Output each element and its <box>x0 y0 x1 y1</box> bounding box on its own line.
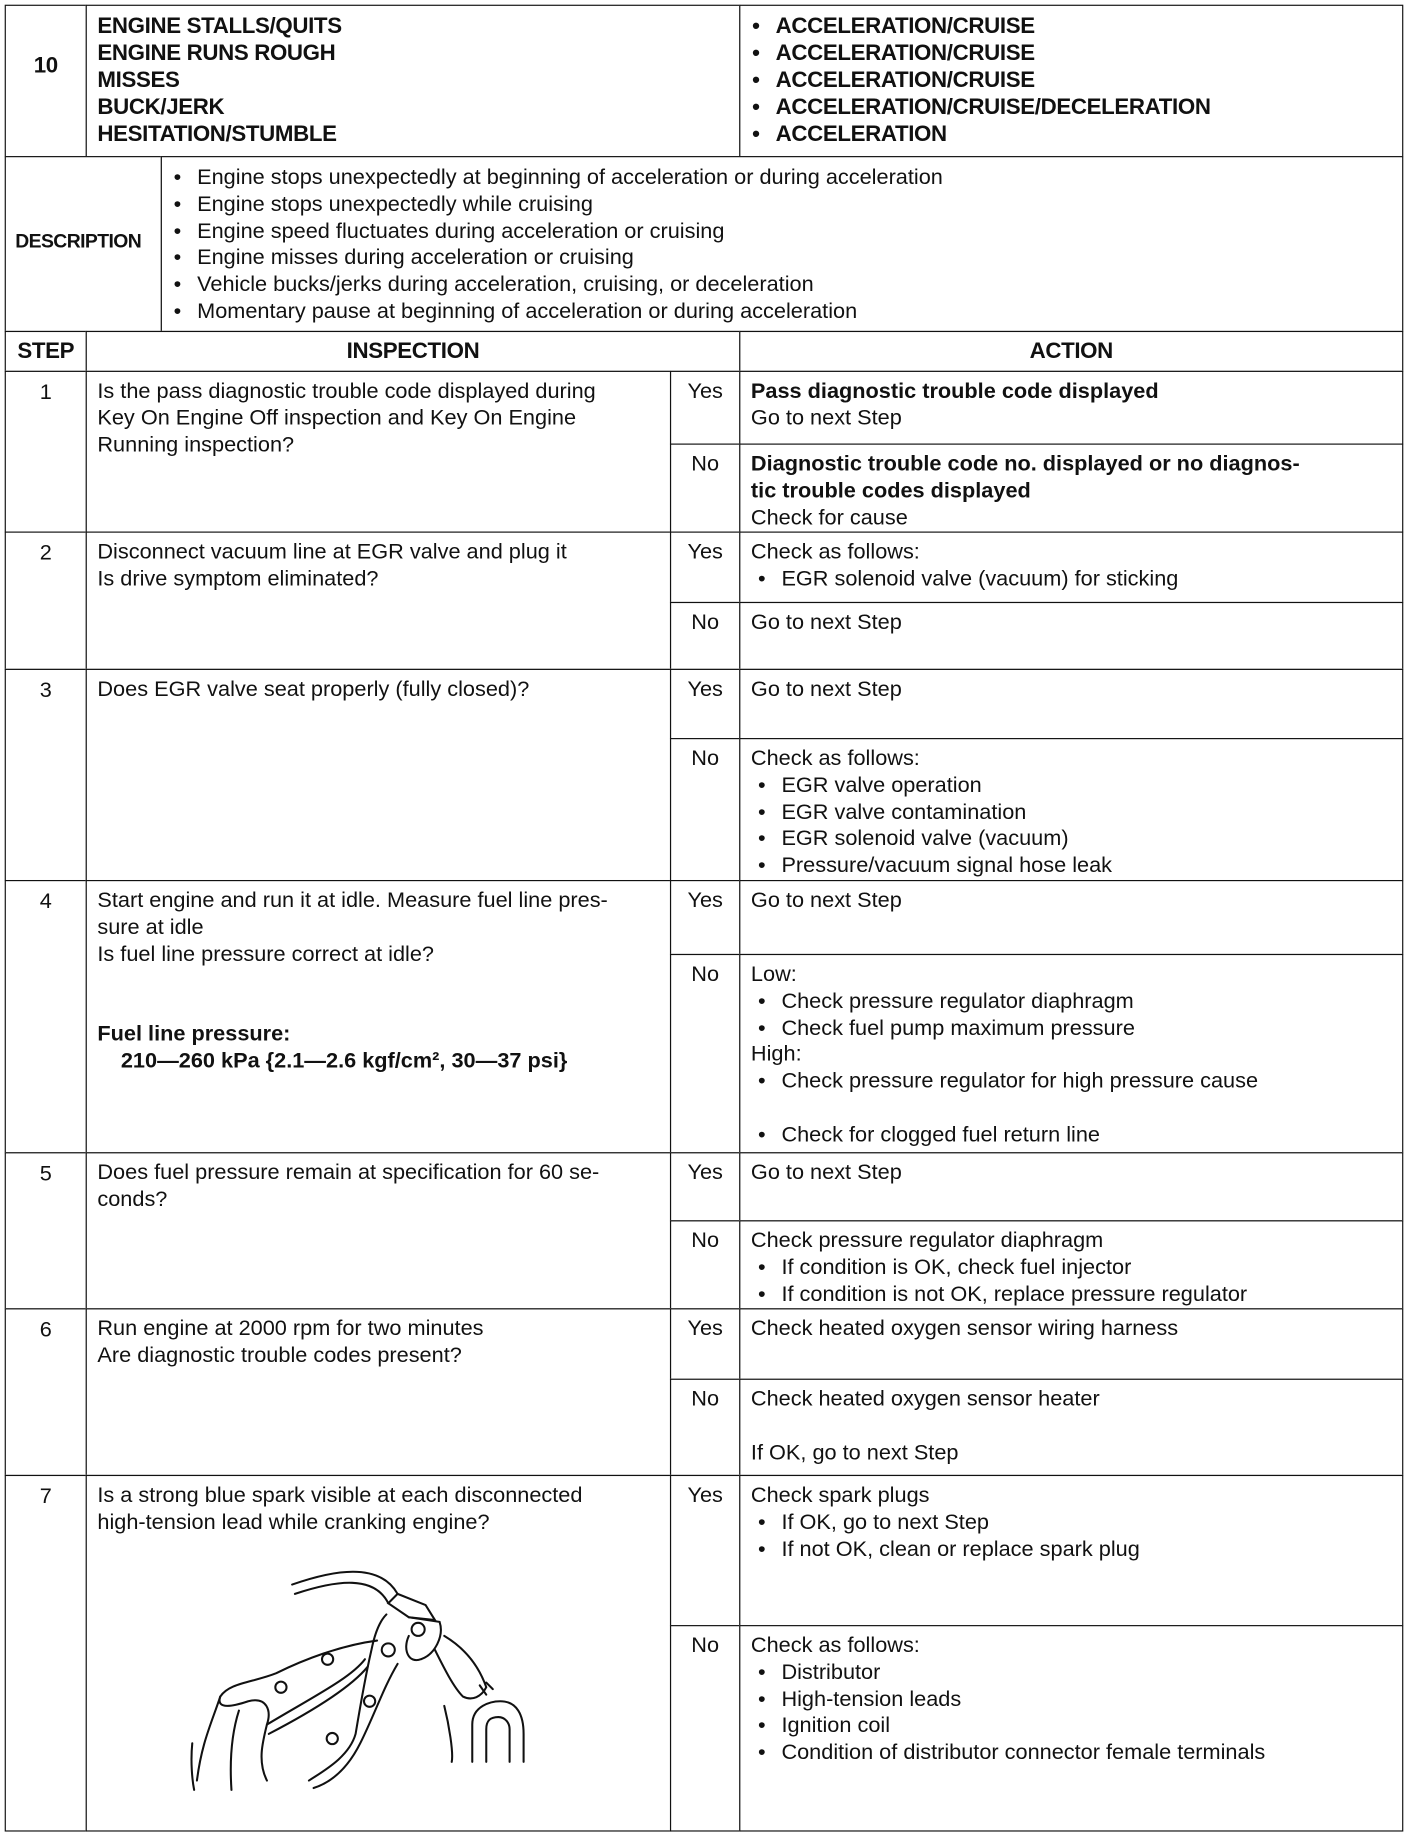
bullet-item: • Check for clogged fuel return line <box>751 1121 1402 1148</box>
yes-label-cell <box>670 1308 740 1380</box>
text-line: Check heated oxygen sensor wiring harness <box>750 1315 1179 1340</box>
text-line: Start engine and run it at idle. Measure fuel line pres- <box>97 887 608 912</box>
yes-label-cell <box>670 371 740 445</box>
inspection-cell <box>86 1308 671 1476</box>
step-number-cell <box>5 1308 87 1476</box>
step-number: 1 <box>39 378 52 404</box>
no-label: No <box>691 960 720 986</box>
description-item: • Engine stops unexpectedly while cruising <box>167 191 1403 218</box>
condition: • ACCELERATION/CRUISE <box>745 67 1402 94</box>
text-line: Does fuel pressure remain at specification for 60 se- <box>97 1159 600 1184</box>
text-line: Go to next Step <box>750 1159 902 1184</box>
step-number: 3 <box>39 677 52 702</box>
yes-label: Yes <box>687 1315 723 1340</box>
no-label-cell <box>670 602 740 670</box>
bullet-item: • EGR valve operation <box>751 772 1402 799</box>
bullet-item: • If condition is not OK, replace pressure regulator <box>751 1281 1402 1308</box>
description-item: • Momentary pause at beginning of acceleration or during acceleration <box>167 298 1403 325</box>
text-line: Is a strong blue spark visible at each disconnected <box>97 1481 583 1507</box>
text-line: Check heated oxygen sensor heater <box>750 1385 1100 1411</box>
no-label-cell <box>670 444 740 533</box>
text-line: Check pressure regulator diaphragm <box>750 1227 1104 1252</box>
text-line: Go to next Step <box>750 404 902 430</box>
bullet-item: • If condition is OK, check fuel injector <box>751 1254 1402 1281</box>
text-line: sure at idle <box>97 913 204 939</box>
bullet-item: • If OK, go to next Step <box>751 1509 1402 1536</box>
yes-label-cell <box>670 880 740 955</box>
condition: • ACCELERATION/CRUISE/DECELERATION <box>745 94 1402 121</box>
text-line: Go to next Step <box>750 887 902 912</box>
no-action-cell <box>739 954 1403 1153</box>
text-line: Check as follows: <box>750 745 920 770</box>
yes-label: Yes <box>687 887 723 912</box>
symptom: MISSES <box>97 68 180 93</box>
step-number-cell <box>5 532 87 670</box>
yes-action-cell <box>739 371 1403 445</box>
no-label-cell <box>670 1625 740 1832</box>
description-item: • Vehicle bucks/jerks during acceleration, cruising, or deceleration <box>167 271 1403 298</box>
text-line: Check as follows: <box>750 538 920 564</box>
description-item: • Engine misses during acceleration or cruising <box>167 245 1403 272</box>
text-line: Disconnect vacuum line at EGR valve and plug it <box>97 538 567 564</box>
text-line: Key On Engine Off inspection and Key On Engine <box>97 404 577 430</box>
step-number: 5 <box>39 1160 52 1186</box>
step-header-cell <box>5 331 87 372</box>
bullet-item: • Check pressure regulator for high pressure cause <box>751 1068 1402 1095</box>
text-line: conds? <box>97 1185 168 1211</box>
text-line: If OK, go to next Step <box>750 1439 959 1464</box>
bullet-item: • If not OK, clean or replace spark plug <box>751 1535 1402 1562</box>
bullet-item: • Ignition coil <box>751 1712 1402 1739</box>
step-number: 6 <box>39 1316 52 1342</box>
step-number-cell <box>5 880 87 1153</box>
bold-line: Pass diagnostic trouble code displayed <box>750 377 1159 403</box>
conditions-cell <box>739 5 1403 158</box>
text-line: High: <box>750 1041 802 1066</box>
yes-label-cell <box>670 1152 740 1221</box>
no-label-cell <box>670 1220 740 1309</box>
condition: • ACCELERATION <box>745 121 1402 148</box>
yes-label: Yes <box>687 1159 723 1184</box>
yes-action-cell <box>739 532 1403 604</box>
trouble-number-cell <box>5 5 87 158</box>
bullet-item: • EGR solenoid valve (vacuum) <box>751 825 1402 852</box>
yes-label-cell <box>670 1475 740 1626</box>
step-number-cell <box>5 1152 87 1309</box>
condition: • ACCELERATION/CRUISE <box>745 13 1402 40</box>
no-action-cell <box>739 444 1403 533</box>
bold-line: Diagnostic trouble code no. displayed or no diagnos- <box>750 450 1300 476</box>
description-label: DESCRIPTION <box>15 231 142 253</box>
yes-action-cell <box>739 1152 1403 1221</box>
yes-action-cell <box>739 1475 1403 1626</box>
text-line: Check as follows: <box>750 1632 920 1657</box>
bullet-item: • Condition of distributor connector female terminals <box>751 1739 1402 1766</box>
inspection-cell <box>86 1152 671 1309</box>
step-column-header: STEP <box>17 339 75 364</box>
bold-line: 210—260 kPa {2.1—2.6 kgf/cm², 30—37 psi} <box>120 1047 568 1073</box>
yes-action-cell <box>739 1308 1403 1380</box>
spacer <box>97 994 670 1021</box>
yes-label: Yes <box>687 675 723 701</box>
description-cell <box>161 156 1404 332</box>
yes-label: Yes <box>687 377 723 403</box>
text-line: Go to next Step <box>750 608 902 634</box>
description-label-cell <box>5 156 162 332</box>
no-label: No <box>691 745 720 770</box>
text-line: high-tension lead while cranking engine? <box>97 1508 490 1534</box>
bullet-item: • Check fuel pump maximum pressure <box>751 1014 1402 1041</box>
yes-label: Yes <box>687 538 723 564</box>
bullet-item: • Check pressure regulator diaphragm <box>751 988 1402 1015</box>
step-number: 4 <box>39 888 52 913</box>
spacer <box>751 1412 1402 1439</box>
text-line: Run engine at 2000 rpm for two minutes <box>97 1315 484 1340</box>
symptom: BUCK/JERK <box>97 95 225 120</box>
no-label: No <box>691 608 720 634</box>
symptoms-cell <box>86 5 741 158</box>
description-item: • Engine speed fluctuates during acceleration or cruising <box>167 218 1403 245</box>
inspection-cell <box>86 532 671 670</box>
yes-label-cell <box>670 669 740 739</box>
text-line: Go to next Step <box>750 675 902 701</box>
no-label: No <box>691 1632 720 1657</box>
text-line: Check spark plugs <box>750 1481 930 1507</box>
yes-label: Yes <box>687 1481 723 1507</box>
no-label: No <box>691 450 720 476</box>
no-label: No <box>691 1227 720 1252</box>
yes-action-cell <box>739 669 1403 739</box>
bullet-item: • Pressure/vacuum signal hose leak <box>751 852 1402 879</box>
no-label-cell <box>670 738 740 881</box>
no-action-cell <box>739 1625 1403 1832</box>
spark-test-illustration <box>164 1546 575 1818</box>
action-header-cell <box>739 331 1403 372</box>
step-number-cell <box>5 669 87 881</box>
no-action-cell <box>739 1220 1403 1309</box>
text-line: Is fuel line pressure correct at idle? <box>97 940 435 966</box>
symptom: ENGINE STALLS/QUITS <box>97 14 342 39</box>
step-number: 2 <box>39 539 52 565</box>
inspection-cell <box>86 669 671 881</box>
symptom: HESITATION/STUMBLE <box>97 122 337 147</box>
bullet-item: • Distributor <box>751 1659 1402 1686</box>
symptom: ENGINE RUNS ROUGH <box>97 41 336 66</box>
no-action-cell <box>739 738 1403 881</box>
text-line: Running inspection? <box>97 431 295 456</box>
step-number-cell <box>5 371 87 533</box>
description-item: • Engine stops unexpectedly at beginning of acceleration or during acceleration <box>167 164 1403 191</box>
bullet-item: • High-tension leads <box>751 1686 1402 1713</box>
text-line: Are diagnostic trouble codes present? <box>97 1342 462 1367</box>
inspection-column-header: INSPECTION <box>346 339 480 364</box>
no-action-cell <box>739 602 1403 670</box>
inspection-cell <box>86 371 671 533</box>
no-action-cell <box>739 1379 1403 1476</box>
step-number: 7 <box>39 1483 52 1508</box>
text-line: Low: <box>750 960 797 986</box>
yes-label-cell <box>670 532 740 604</box>
text-line: Is the pass diagnostic trouble code displayed during <box>97 377 596 403</box>
bullet-item: • EGR valve contamination <box>751 799 1402 826</box>
bullet-item: • EGR solenoid valve (vacuum) for sticking <box>751 565 1402 592</box>
trouble-number: 10 <box>33 53 58 79</box>
yes-action-cell <box>739 880 1403 955</box>
no-label: No <box>691 1385 720 1411</box>
text-line: Check for cause <box>750 504 908 529</box>
inspection-cell <box>86 880 671 1153</box>
bold-line: tic trouble codes displayed <box>750 477 1031 502</box>
step-number-cell <box>5 1475 87 1832</box>
inspection-header-cell <box>86 331 741 372</box>
text-line: Does EGR valve seat properly (fully closed)? <box>97 675 530 701</box>
no-label-cell <box>670 1379 740 1476</box>
condition: • ACCELERATION/CRUISE <box>745 40 1402 67</box>
spacer <box>751 1095 1402 1122</box>
spacer <box>97 967 670 994</box>
no-label-cell <box>670 954 740 1153</box>
text-line: Is drive symptom eliminated? <box>97 565 379 590</box>
bold-line: Fuel line pressure: <box>97 1020 291 1046</box>
action-column-header: ACTION <box>1029 339 1113 364</box>
